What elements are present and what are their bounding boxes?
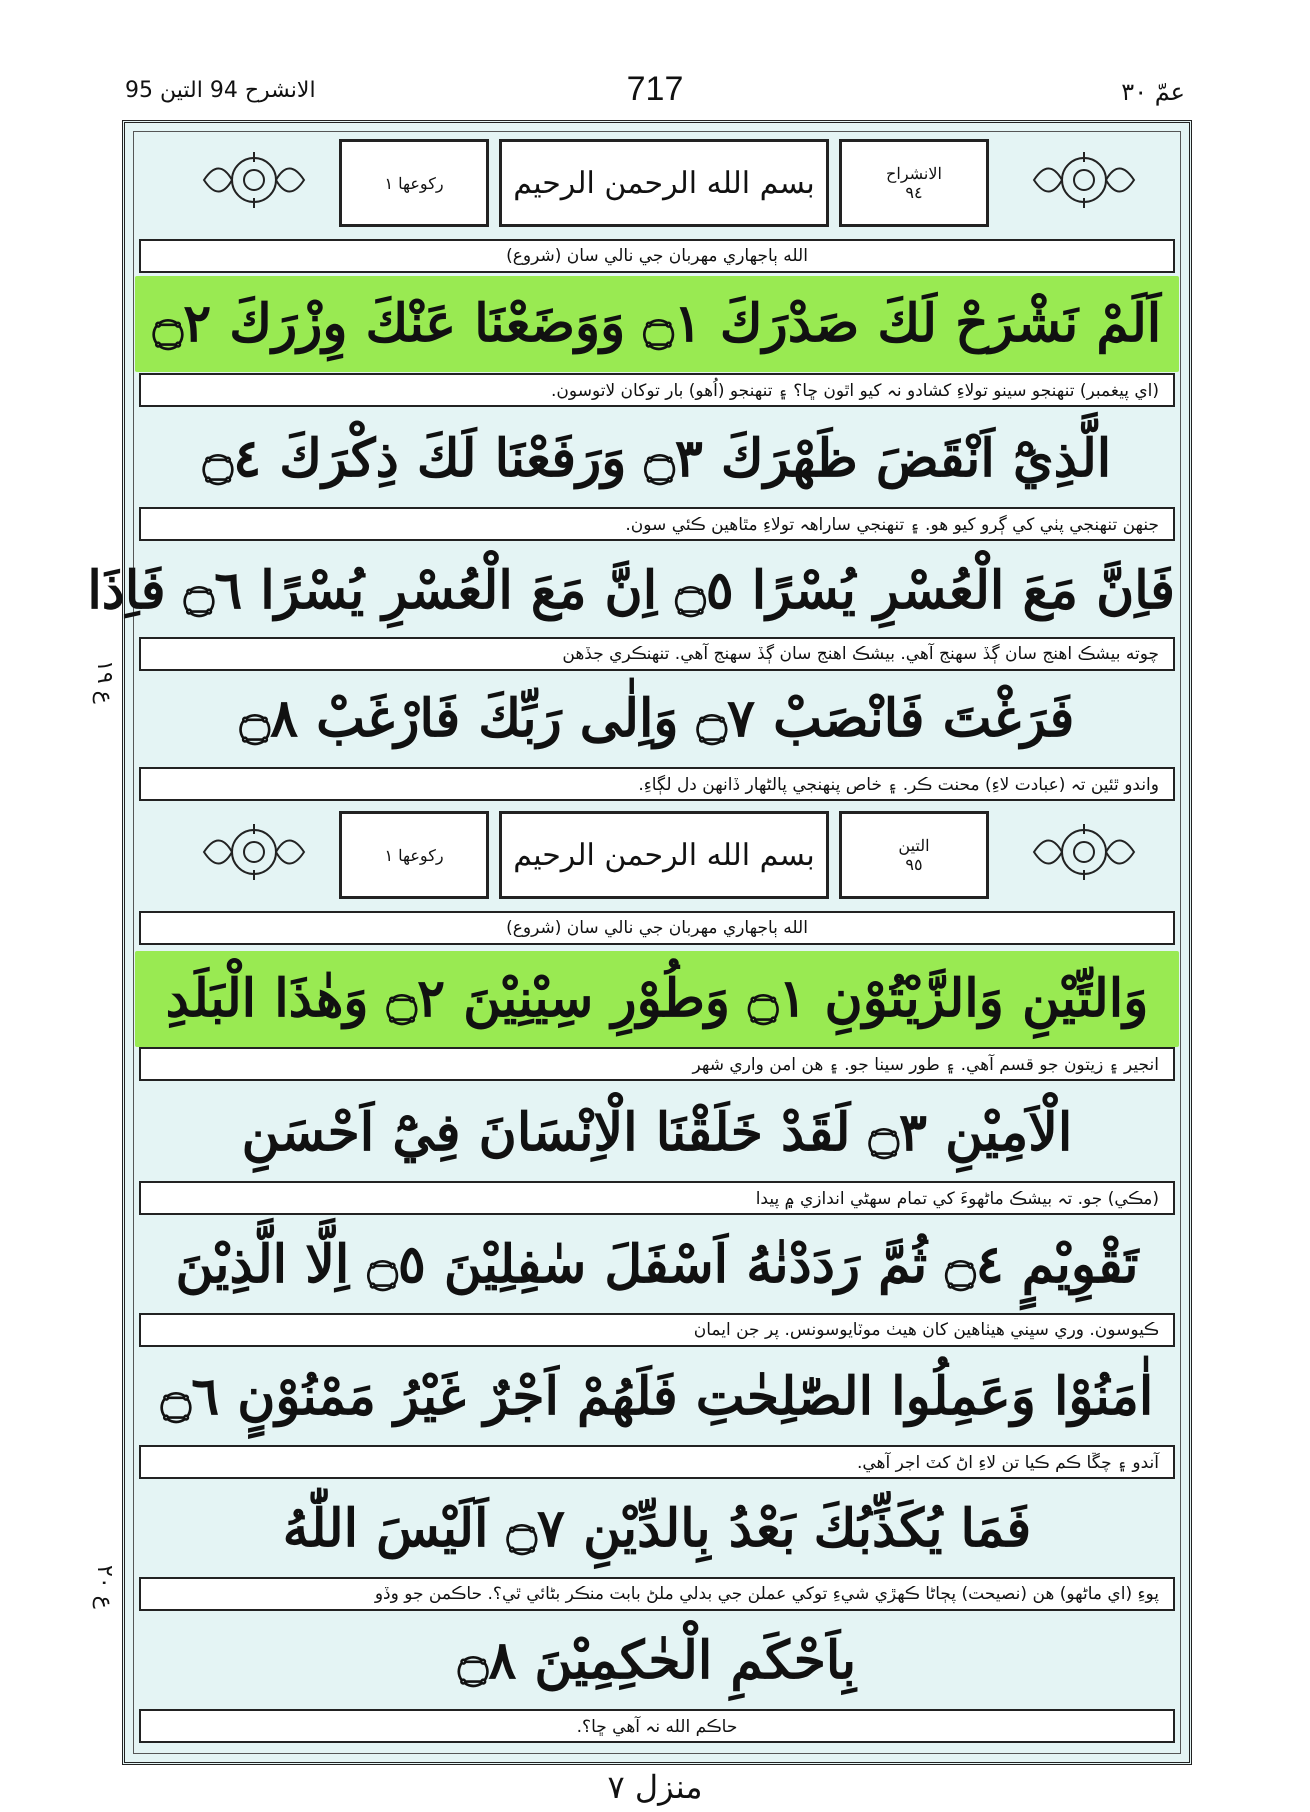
bismillah-translation: الله ٻاجھاري مهربان جي نالي سان (شروع) (139, 911, 1175, 945)
ornament-icon (189, 145, 319, 215)
surah-header-2 (139, 809, 1175, 904)
verse-line: وَالتِّيْنِ وَالزَّيْتُوْنِ ۝١ وَطُوْرِ سِيْنِيْنَ ۝٢ وَهٰذَا الْبَلَدِ (135, 951, 1179, 1047)
surah-meta-right-box (339, 811, 489, 899)
surah-meta-box (839, 139, 989, 227)
surah-number: ٩٤ (905, 183, 923, 202)
verse-line: اَلَمْ نَشْرَحْ لَكَ صَدْرَكَ ۝١ وَوَضَعْنَا عَنْكَ وِزْرَكَ ۝٢ (135, 276, 1179, 372)
verse-line: الَّذِيْٓ اَنْقَضَ ظَهْرَكَ ۝٣ وَرَفَعْنَا لَكَ ذِكْرَكَ ۝٤ (202, 428, 1112, 489)
verse-translation: چوته بيشڪ اهنج سان ڳڏ سهنج آهي. بيشڪ اهنج سان ڳڏ سهنج آهي. تنهنڪري جڏهن (139, 637, 1175, 671)
verse-line: فَرَغْتَ فَانْصَبْ ۝٧ وَاِلٰى رَبِّكَ فَارْغَبْ ۝٨ (239, 688, 1075, 749)
verse-translation: (مڪي) جو. تہ بيشڪ ماڻهوءَ کي تمام سهڻي اندازي ۾ پيدا (139, 1181, 1175, 1215)
verse-line: تَقْوِيْمٍ ۝٤ ثُمَّ رَدَدْنٰهُ اَسْفَلَ سٰفِلِيْنَ ۝٥ اِلَّا الَّذِيْنَ (175, 1234, 1139, 1295)
page-number: 717 (626, 70, 684, 108)
bismillah-translation: الله ٻاجھاري مهربان جي نالي سان (شروع) (139, 239, 1175, 273)
surah-name: التين (898, 836, 930, 855)
ornament-icon (189, 817, 319, 887)
verse-line: بِاَحْكَمِ الْحٰكِمِيْنَ ۝٨ (457, 1630, 857, 1691)
header-juz: عمّ ۳۰ (1121, 78, 1185, 106)
verse-translation: حاڪم الله نہ آهي ڇا؟. (139, 1709, 1175, 1743)
surah-meta-box (839, 811, 989, 899)
verse-translation: انجير ۽ زيتون جو قسم آهي. ۽ طور سينا جو. ۽ هن امن واري شهر (139, 1047, 1175, 1081)
surah-header-1 (139, 137, 1175, 232)
bismillah-box (499, 139, 829, 227)
verse-line: فَمَا يُكَذِّبُكَ بَعْدُ بِالدِّيْنِ ۝٧ اَلَيْسَ اللّٰهُ (282, 1498, 1032, 1559)
verse-translation: جنهن تنهنجي پٺي کي ڳرو کيو هو. ۽ تنهنجي ساراهہ تولاءِ مٿاهين ڪئي سون. (139, 507, 1175, 541)
bismillah: بسم الله الرحمن الرحيم (513, 837, 815, 873)
verse-line: الْاَمِيْنِ ۝٣ لَقَدْ خَلَقْنَا الْاِنْسَانَ فِيْٓ اَحْسَنِ (241, 1102, 1073, 1163)
verse-translation: ڪيوسون. وري سڀني هيٺاهين کان هيٺ موٽايوسونس. پر جن ايمان (139, 1313, 1175, 1347)
ruku-marker-1: ع ۱٩ (92, 660, 117, 704)
verse-translation: (اي پيغمبر) تنهنجو سينو تولاءِ کشادو نہ کيو اٿون ڇا؟ ۽ تنهنجو (اُهو) بار توکان لاتوسون. (139, 373, 1175, 407)
header-surah-names: الانشرح 94 التين 95 (125, 78, 316, 103)
verse-translation: آندو ۽ چڱا ڪم ڪيا تن لاءِ اڻ کٽ اجر آهي. (139, 1445, 1175, 1479)
bismillah-box (499, 811, 829, 899)
verse-line: اٰمَنُوْا وَعَمِلُوا الصّٰلِحٰتِ فَلَهُمْ اَجْرٌ غَيْرُ مَمْنُوْنٍ ۝٦ (160, 1366, 1154, 1427)
verse-translation: واندو ٿئين تہ (عبادت لاءِ) محنت ڪر. ۽ خاص پنهنجي پالڻهار ڏانهن دل لڳاءِ. (139, 767, 1175, 801)
ruku-count: رکوعها ١ (384, 173, 444, 193)
surah-name: الانشراح (886, 164, 942, 183)
manzil-footer: منزل ۷ (607, 1768, 703, 1806)
verse-translation: پوءِ (اي ماڻهو) هن (نصيحت) پڄاڻا ڪهڙي شيءِ توکي عملن جي بدلي ملڻ بابت منڪر بڻائي ٿي؟. حاڪمن جو وڏو (139, 1577, 1175, 1611)
bismillah: بسم الله الرحمن الرحيم (513, 165, 815, 201)
ornament-icon (1019, 145, 1149, 215)
surah-number: ٩٥ (905, 855, 923, 874)
surah-meta-right-box (339, 139, 489, 227)
verse-line: فَاِنَّ مَعَ الْعُسْرِ يُسْرًا ۝٥ اِنَّ مَعَ الْعُسْرِ يُسْرًا ۝٦ فَاِذَا (87, 560, 1175, 621)
ruku-marker-2: ع ۲٠ (92, 1565, 117, 1609)
ruku-count: رکوعها ١ (384, 845, 444, 865)
ornament-icon (1019, 817, 1149, 887)
